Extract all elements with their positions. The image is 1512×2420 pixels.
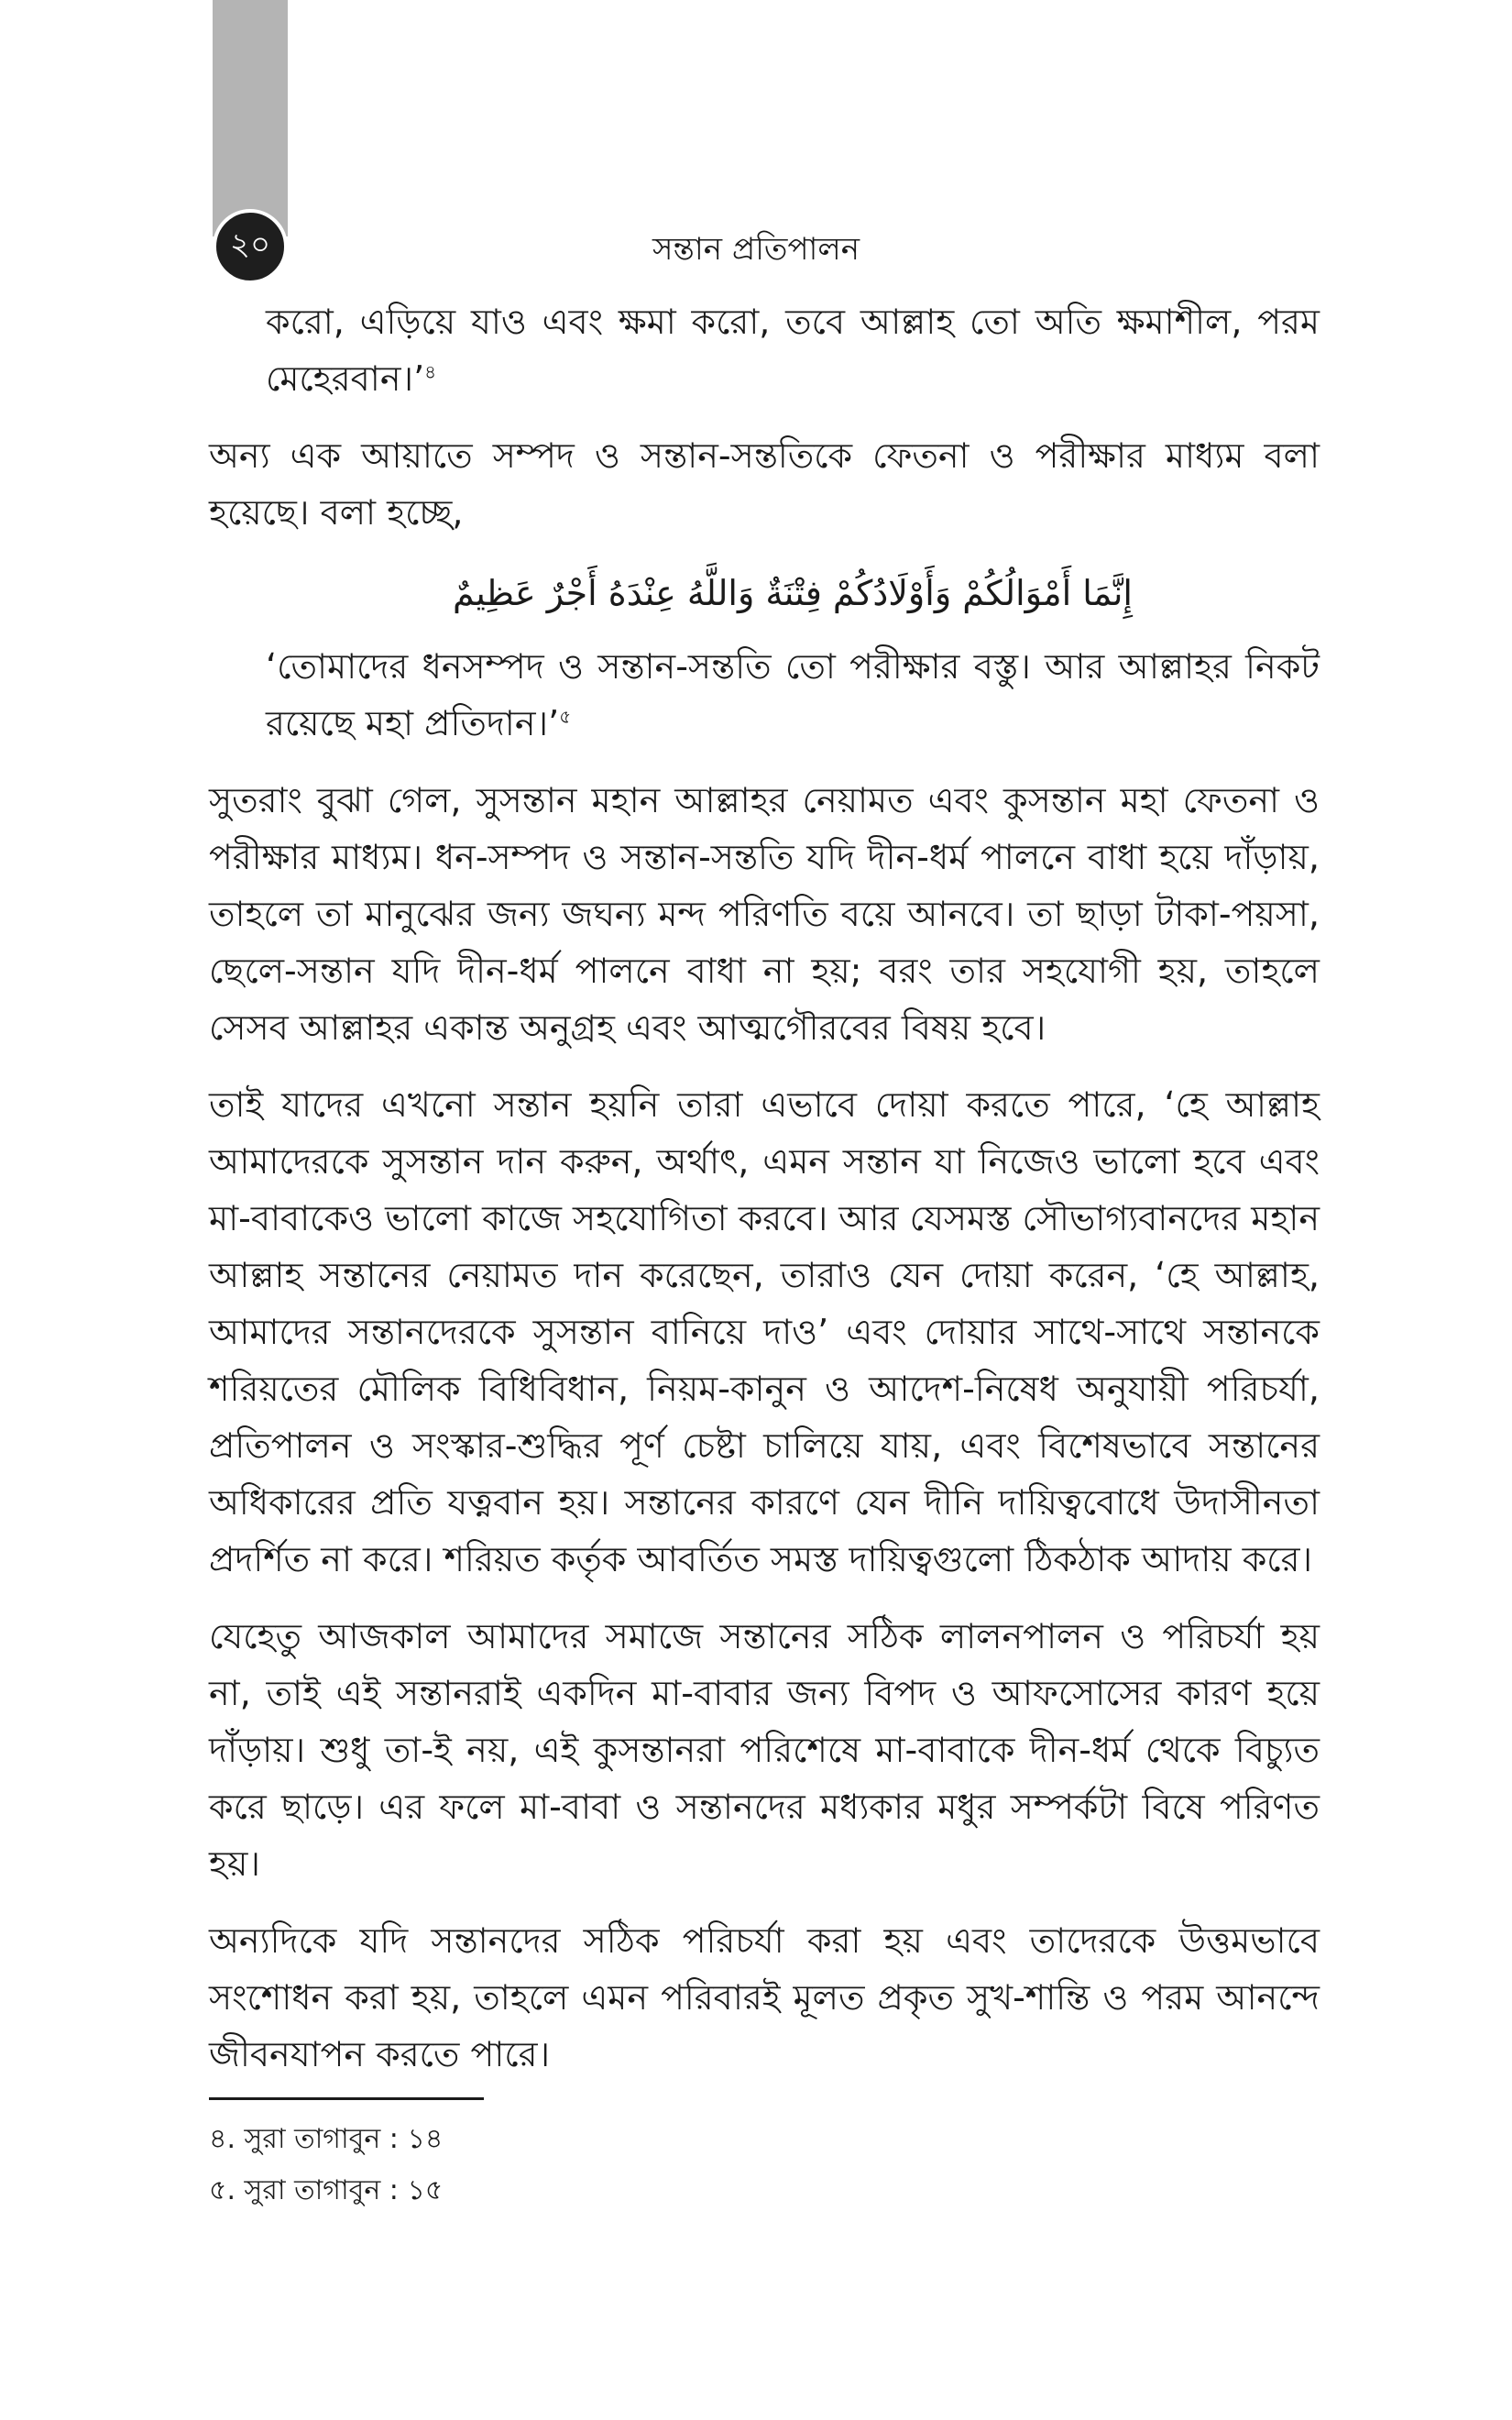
footnotes — [209, 2114, 443, 2216]
body-paragraph: অন্যদিকে যদি সন্তানদের সঠিক পরিচর্যা করা হয় এবং তাদেরকে উত্তমভাবে সংশোধন করা হয়, তাহলে এমন পরিবারই মূলত প্রকৃত সুখ-শান্তি ও পরম আনন্দে জীবনযাপন করতে পারে। — [209, 1920, 1320, 2074]
page-number: ২০ — [229, 226, 271, 263]
footnote-ref: ৪ — [424, 360, 437, 383]
footnote: ৪. সুরা তাগাবুন : ১৪ — [209, 2123, 444, 2155]
quote-paragraph — [209, 638, 1320, 752]
footnote-divider — [209, 2097, 484, 2100]
body-paragraph: যেহেতু আজকাল আমাদের সমাজে সন্তানের সঠিক লালনপালন ও পরিচর্যা হয় না, তাই এই সন্তানরাই একদিন মা-বাবার জন্য বিপদ ও আফসোসের কারণ হয়ে দাঁড়ায়। শুধু তা-ই নয়, এই কুসন্তানরা পরিশেষে মা-বাবাকে দীন-ধর্ম থেকে বিচ্যুত করে ছাড়ে। এর ফলে মা-বাবা ও সন্তানদের মধ্যকার মধুর সম্পর্কটা বিষে পরিণত হয়। — [209, 1616, 1320, 1884]
body-paragraph: অন্য এক আয়াতে সম্পদ ও সন্তান-সন্ততিকে ফেতনা ও পরীক্ষার মাধ্যম বলা হয়েছে। বলা হচ্ছে, — [209, 435, 1320, 533]
footnote: ৫. সুরা তাগাবুন : ১৫ — [209, 2174, 444, 2206]
quote-text: করো, এড়িয়ে যাও এবং ক্ষমা করো, তবে আল্লাহ তো অতি ক্ষমাশীল, পরম মেহেরবান।’ — [266, 302, 1320, 399]
body-paragraph: তাই যাদের এখনো সন্তান হয়নি তারা এভাবে দোয়া করতে পারে, ‘হে আল্লাহ আমাদেরকে সুসন্তান দান করুন, অর্থাৎ, এমন সন্তান যা নিজেও ভালো হবে এবং মা-বাবাকেও ভালো কাজে সহযোগিতা করবে। আর যেসমস্ত সৌভাগ্যবানদের মহান আল্লাহ সন্তানের নেয়ামত দান করেছেন, তারাও যেন দোয়া করেন, ‘হে আল্লাহ, আমাদের সন্তানদেরকে সুসন্তান বানিয়ে দাও’ এবং দোয়ার সাথে-সাথে সন্তানকে শরিয়তের মৌলিক বিধিবিধান, নিয়ম-কানুন ও আদেশ-নিষেধ অনুযায়ী পরিচর্যা, প্রতিপালন ও সংস্কার-শুদ্ধির পূর্ণ চেষ্টা চালিয়ে যায়, এবং বিশেষভাবে সন্তানের অধিকারের প্রতি যত্নবান হয়। সন্তানের কারণে যেন দীনি দায়িত্ববোধে উদাসীনতা প্রদর্শিত না করে। শরিয়ত কর্তৃক আবর্তিত সমস্ত দায়িত্বগুলো ঠিকঠাক আদায় করে। — [209, 1084, 1320, 1579]
arabic-verse: إِنَّمَا أَمْوَالُكُمْ وَأَوْلَادُكُمْ فِتْنَةٌ وَاللَّهُ عِنْدَهُ أَجْرٌ عَظِيمٌ — [453, 573, 1133, 613]
footnote-ref: ৫ — [559, 705, 572, 728]
page-body — [209, 293, 1320, 2103]
page-corner-tab — [213, 0, 288, 236]
quote-paragraph — [209, 293, 1320, 407]
quote-text: ‘তোমাদের ধনসম্পদ ও সন্তান-সন্ততি তো পরীক্ষার বস্তু। আর আল্লাহর নিকট রয়েছে মহা প্রতিদান।’ — [266, 646, 1320, 743]
running-header: সন্তান প্রতিপালন — [652, 231, 860, 268]
body-paragraph: সুতরাং বুঝা গেল, সুসন্তান মহান আল্লাহর নেয়ামত এবং কুসন্তান মহা ফেতনা ও পরীক্ষার মাধ্যম। ধন-সম্পদ ও সন্তান-সন্ততি যদি দীন-ধর্ম পালনে বাধা হয়ে দাঁড়ায়, তাহলে তা মানুঝের জন্য জঘন্য মন্দ পরিণতি বয়ে আনবে। তা ছাড়া টাকা-পয়সা, ছেলে-সন্তান যদি দীন-ধর্ম পালনে বাধা না হয়; বরং তার সহযোগী হয়, তাহলে সেসব আল্লাহর একান্ত অনুগ্রহ এবং আত্মগৌরবের বিষয় হবে। — [209, 780, 1320, 1048]
